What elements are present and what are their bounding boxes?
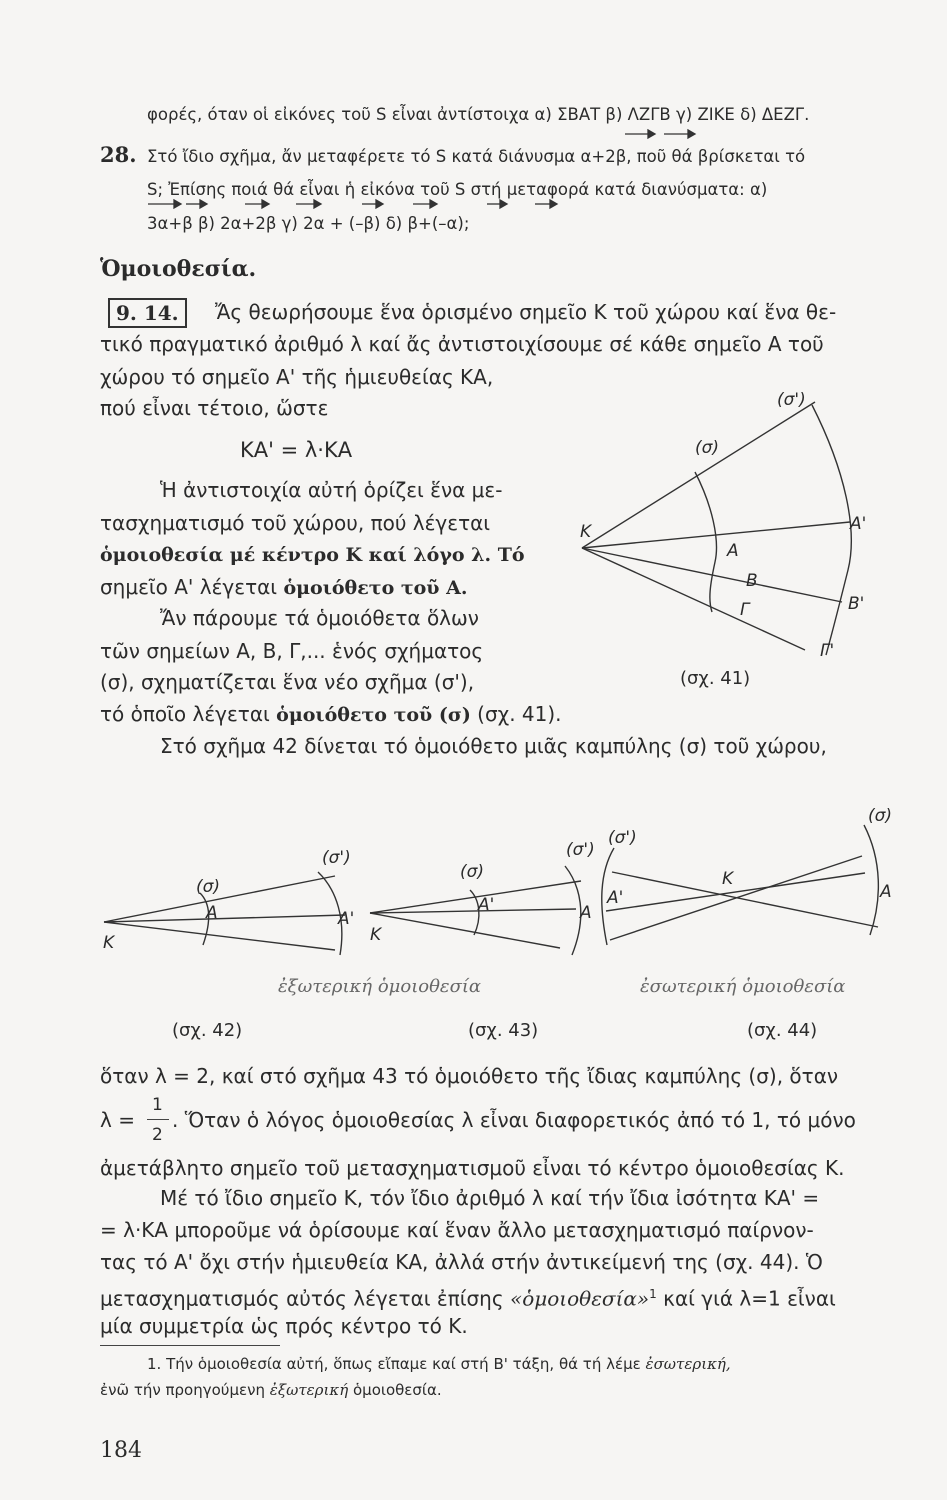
body-line: μία συμμετρία ὡς πρός κέντρο τό Κ. <box>100 1314 468 1338</box>
body-line: Ἄς θεωρήσουμε ἕνα ὁρισμένο σημεῖο Κ τοῦ χώρου καί ἕνα θε- <box>215 300 837 324</box>
external-homothety-note: ἐξωτερική ὁμοιοθεσία <box>278 976 482 997</box>
body-line: (σ), σχηματίζεται ἕνα νέο σχῆμα (σ'), <box>100 670 475 694</box>
exercise-28-line: 3α+β β) 2α+2β γ) 2α + (–β) δ) β+(–α); <box>147 214 470 233</box>
figure-41-label: (σ') <box>777 390 806 410</box>
figure-43-caption: (σχ. 43) <box>468 1020 539 1041</box>
figure-44-label: (σ) <box>868 806 893 826</box>
section-title: Ὁμοιοθεσία. <box>100 256 257 282</box>
figure-44-label: (σ') <box>608 828 637 848</box>
body-line: χώρου τό σημεῖο Α' τῆς ἡμιευθείας ΚΑ, <box>100 365 494 389</box>
body-line: Στό σχῆμα 42 δίνεται τό ὁμοιόθετο μιᾶς καμπύλης (σ) τοῦ χώρου, <box>160 734 827 758</box>
body-line: ὅταν λ = 2, καί στό σχῆμα 43 τό ὁμοιόθετο τῆς ἴδιας καμπύλης (σ), ὅταν <box>100 1064 839 1088</box>
exercise-27-text: φορές, όταν οἱ εἰκόνες τοῦ S εἶναι ἀντίστοιχα α) ΣΒΑΤ β) ΛΖΓΒ γ) ΖΙΚΕ δ) ΔΕΖΓ. <box>147 105 810 124</box>
footnote-divider <box>100 1345 280 1346</box>
figure-43-label: Α' <box>478 895 495 915</box>
body-line: τικό πραγματικό ἀριθμό λ καί ἄς ἀντιστοιχίσουμε σέ κάθε σημεῖο Α τοῦ <box>100 332 824 356</box>
figure-42-label: Α' <box>338 909 355 929</box>
figure-43-label: (σ') <box>566 840 595 860</box>
exercise-28-line: S; Ἐπίσης ποιά θά εἶναι ἡ εἰκόνα τοῦ S στή μεταφορά κατά διανύσματα: α) <box>147 180 768 199</box>
body-line: ἀμετάβλητο σημεῖο τοῦ μετασχηματισμοῦ εἶναι τό κέντρο ὁμοιοθεσίας Κ. <box>100 1156 845 1180</box>
figure-41-caption: (σχ. 41) <box>680 668 751 689</box>
figure-41-label: Κ <box>580 522 592 542</box>
figure-42-label: Κ <box>103 933 115 953</box>
body-line: Ἄν πάρουμε τά ὁμοιόθετα ὅλων <box>160 606 479 630</box>
footnote-line: 1. Τήν ὁμοιοθεσία αὐτή, ὅπως εἴπαμε καί στή Β' τάξη, θά τή λέμε ἐσωτερική, <box>147 1355 731 1373</box>
figure-42-label: (σ') <box>322 848 351 868</box>
internal-homothety-note: ἐσωτερική ὁμοιοθεσία <box>640 976 846 997</box>
figure-42-label: (σ) <box>196 877 221 897</box>
body-line: . Ὅταν ὁ λόγος ὁμοιοθεσίας λ εἶναι διαφορετικός ἀπό τό 1, τό μόνο <box>172 1108 856 1132</box>
figure-41-label: Γ <box>740 600 750 620</box>
lambda-label: λ = <box>100 1108 135 1132</box>
figure-44-label: Α <box>880 882 892 902</box>
figure-44-label: Κ <box>722 869 734 889</box>
figure-44-label: Α' <box>607 888 624 908</box>
fraction-numerator: 1 <box>152 1095 163 1115</box>
formula: ΚΑ' = λ·ΚΑ <box>240 438 353 462</box>
fraction-bar <box>147 1119 169 1120</box>
figure-43-label: Α <box>580 903 592 923</box>
fraction-denominator: 2 <box>152 1125 163 1145</box>
body-line: Μέ τό ἴδιο σημεῖο Κ, τόν ἴδιο ἀριθμό λ καί τήν ἴδια ἰσότητα ΚΑ' = <box>160 1186 820 1210</box>
figure-41-label: Γ' <box>820 641 835 661</box>
body-line: τασχηματισμό τοῦ χώρου, πού λέγεται <box>100 511 491 535</box>
body-line: τῶν σημείων Α, Β, Γ,... ἑνός σχήματος <box>100 639 484 663</box>
figure-42-label: Α <box>206 903 218 923</box>
figure-41-label: (σ) <box>695 438 720 458</box>
figure-43-label: (σ) <box>460 862 485 882</box>
figure-41-label: Β' <box>848 594 865 614</box>
exercise-28-line: Στό ἴδιο σχῆμα, ἄν μεταφέρετε τό S κατά διάνυσμα α+2β, ποῦ θά βρίσκεται τό <box>147 147 806 166</box>
figure-43-label: Κ <box>370 925 382 945</box>
body-line: τας τό Α' ὄχι στήν ἡμιευθεία ΚΑ, ἀλλά στήν ἀντικείμενή της (σχ. 44). Ὁ <box>100 1250 823 1274</box>
body-line: = λ·ΚΑ μποροῦμε νά ὁρίσουμε καί ἕναν ἄλλο μετασχηματισμό παίρνον- <box>100 1218 814 1242</box>
exercise-28-number: 28. <box>100 142 137 167</box>
figure-41-label: Α' <box>850 514 867 534</box>
definition-line: ὁμοιοθεσία μέ κέντρο Κ καί λόγο λ. Τό <box>100 544 525 566</box>
body-line: πού εἶναι τέτοιο, ὥστε <box>100 396 329 420</box>
footnote-line: ἐνῶ τήν προηγούμενη ἐξωτερική ὁμοιοθεσία. <box>100 1381 442 1399</box>
body-line: τό ὁποῖο λέγεται ὁμοιόθετο τοῦ (σ) (σχ. 41). <box>100 702 562 726</box>
body-line: μετασχηματισμός αὐτός λέγεται ἐπίσης «ὁμοιοθεσία»$^1$ καί γιά λ=1 εἶναι <box>100 1286 836 1311</box>
figure-41-label: Α <box>727 541 739 561</box>
body-line: Ἡ ἀντιστοιχία αὐτή ὁρίζει ἕνα με- <box>160 478 503 502</box>
page-number: 184 <box>100 1438 142 1463</box>
paragraph-number: 9. 14. <box>108 298 187 328</box>
figure-41-label: Β <box>746 571 758 591</box>
body-line: σημεῖο Α' λέγεται ὁμοιόθετο τοῦ Α. <box>100 575 468 599</box>
figure-44-caption: (σχ. 44) <box>747 1020 818 1041</box>
figure-42-caption: (σχ. 42) <box>172 1020 243 1041</box>
